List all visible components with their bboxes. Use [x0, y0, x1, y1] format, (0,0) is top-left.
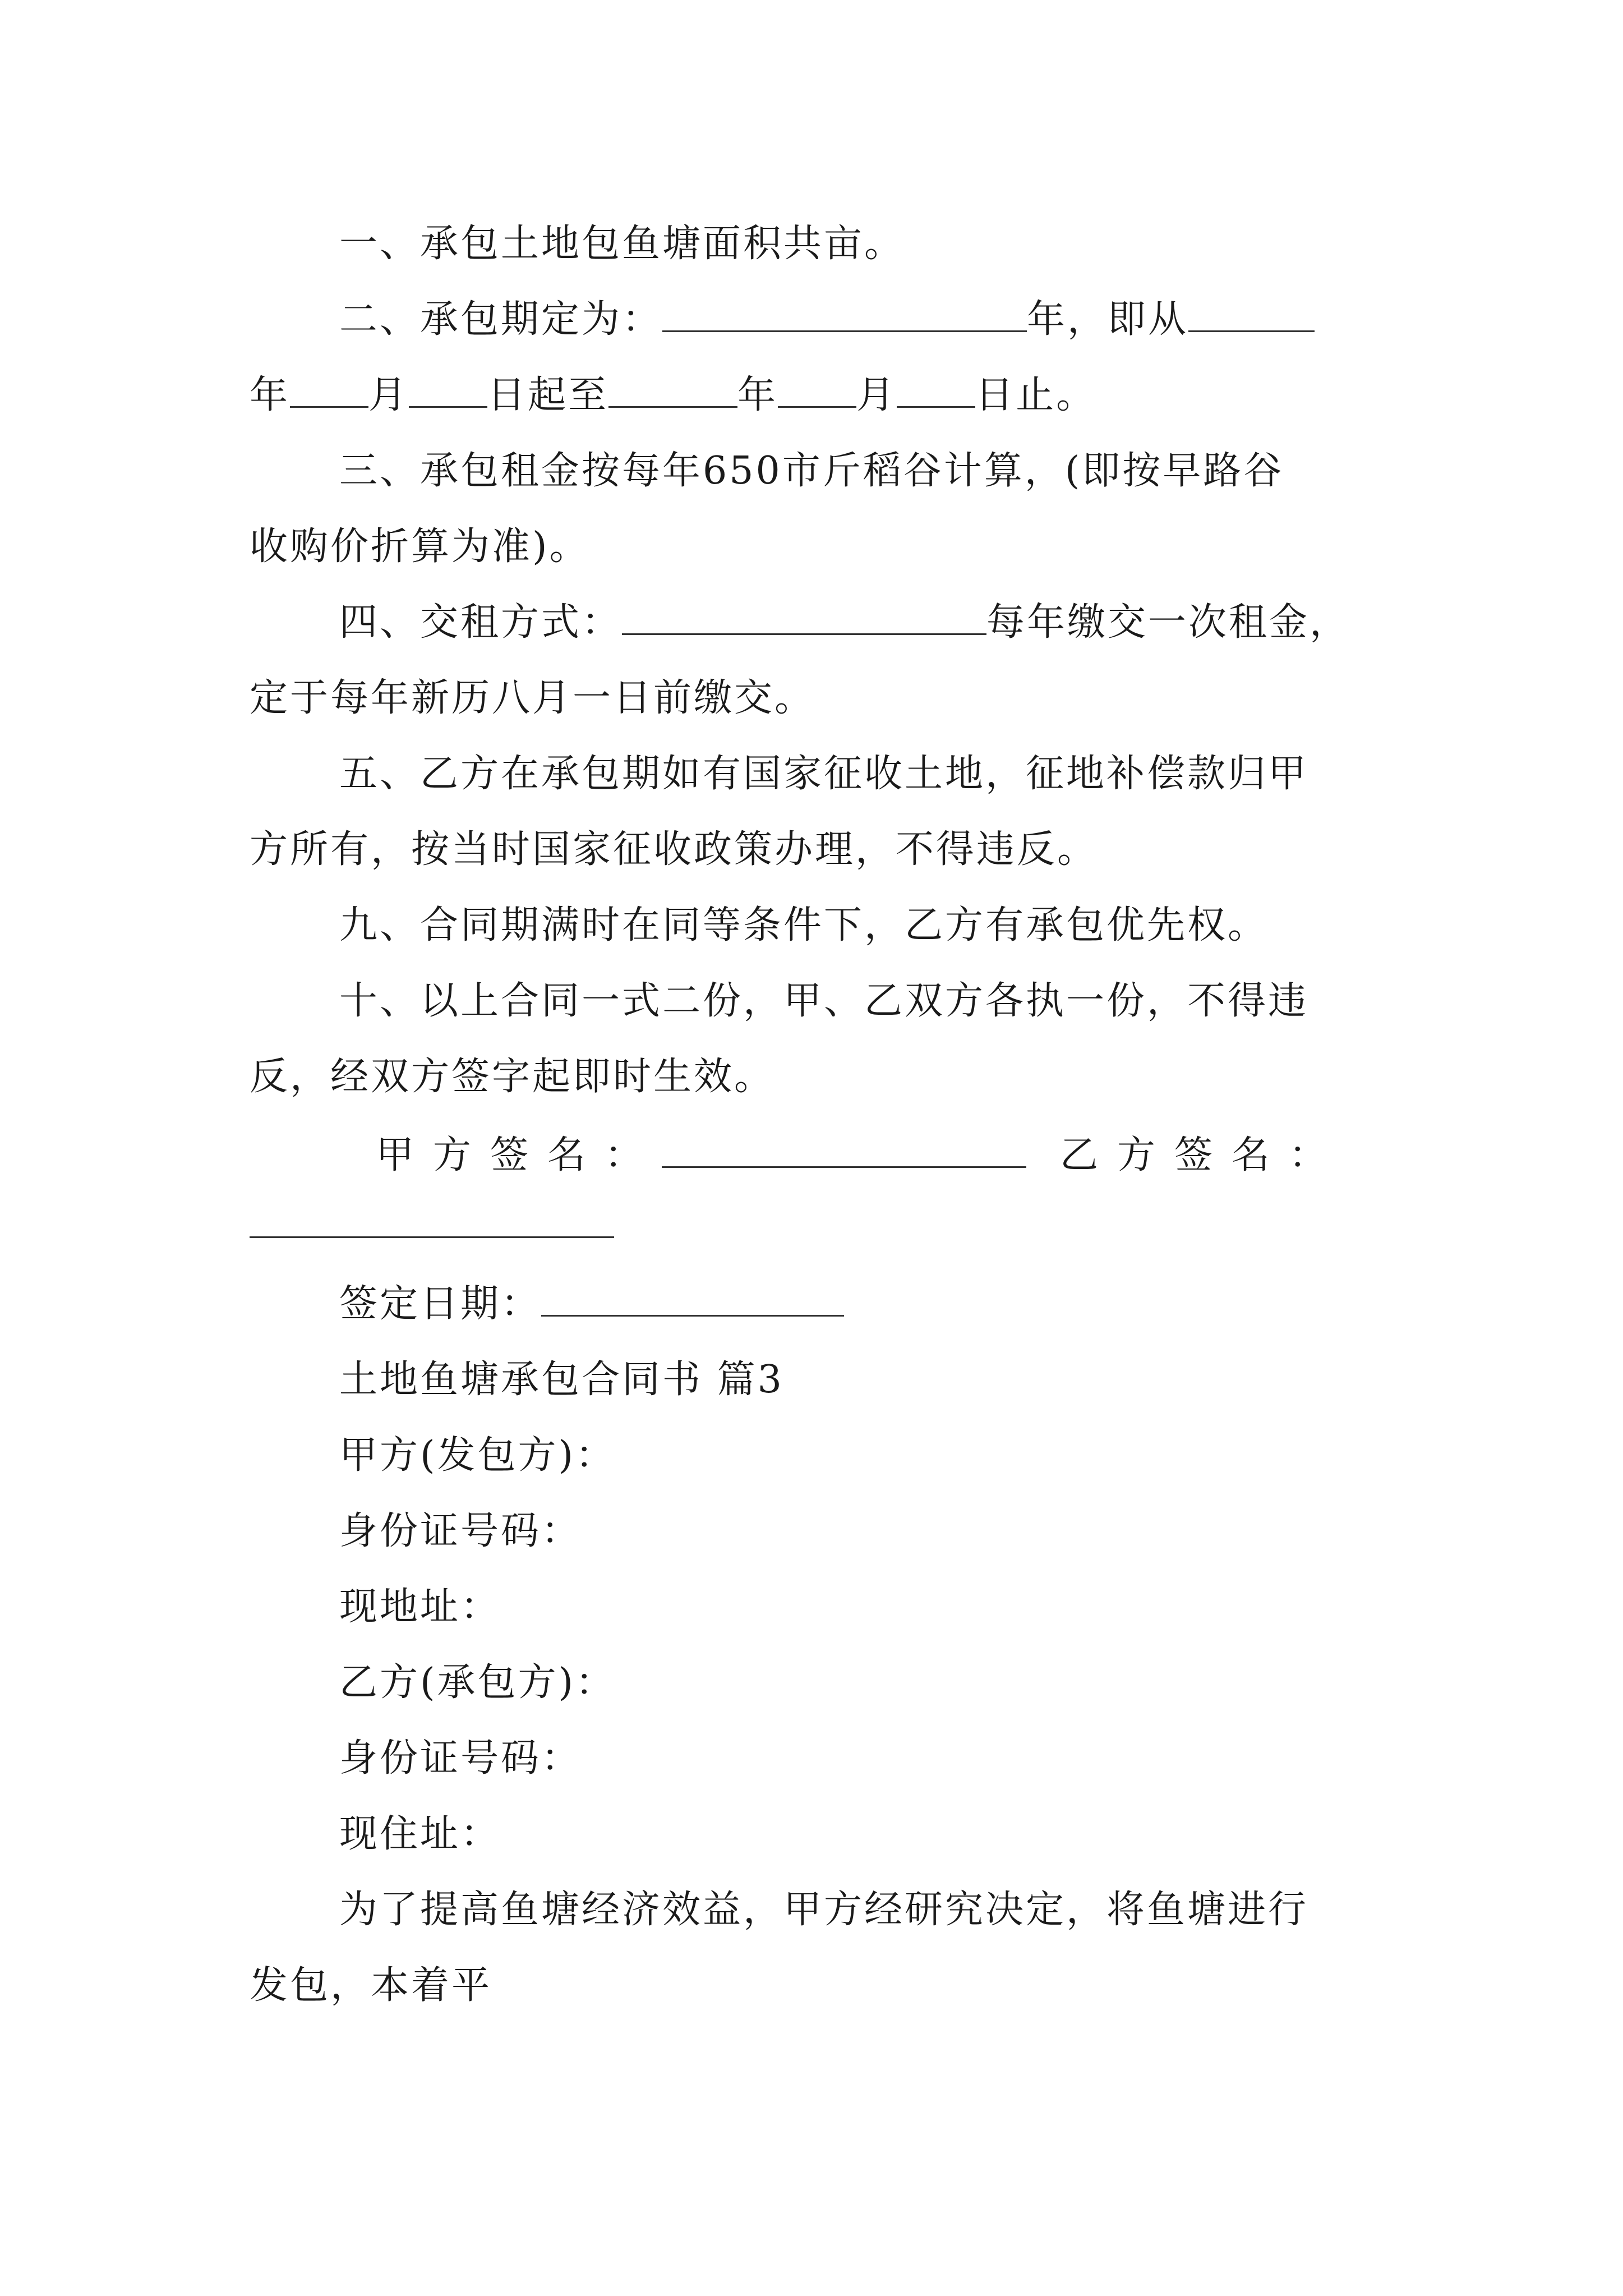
clause-10-line-2: [250, 1052, 1373, 1102]
day-label: 日起至: [487, 373, 609, 417]
party-b-signature-blank[interactable]: [250, 1204, 614, 1238]
clause-5: [250, 749, 1373, 799]
signature-line: [250, 1130, 1373, 1181]
id-b-label: 身份证号码：: [339, 1736, 582, 1780]
addr-a-label: 现地址：: [339, 1585, 501, 1629]
party-a-signature-label: 甲方签名：: [376, 1133, 662, 1177]
clause-3-line-2: [250, 522, 1373, 572]
end-month-blank[interactable]: [778, 374, 856, 408]
clause-10-text-2: 反，经双方签字起即时生效。: [250, 1055, 775, 1099]
clause-4-text-2: 定于每年新历八月一日前缴交。: [250, 676, 815, 720]
id-a-label: 身份证号码：: [339, 1509, 582, 1553]
clause-3: [250, 446, 1373, 496]
clause-4-line-2: [250, 673, 1373, 724]
clause-9: [250, 900, 1373, 951]
payment-method-blank[interactable]: [622, 601, 986, 635]
year-label: 年: [250, 373, 291, 417]
term-years-blank[interactable]: [662, 298, 1027, 332]
clause-2-text-b: 年，即从: [1027, 297, 1189, 342]
addr-b-label: 现住址：: [339, 1812, 501, 1856]
sign-date: [250, 1279, 1373, 1329]
clause-5-text-2: 方所有，按当时国家征收政策办理，不得违反。: [250, 827, 1098, 872]
sign-date-blank[interactable]: [541, 1282, 844, 1317]
intro-paragraph-line-2: [250, 1961, 1373, 2011]
intro-paragraph: [250, 1885, 1373, 1935]
addr-b-field: [250, 1809, 1373, 1860]
clause-10: [250, 976, 1373, 1027]
clause-9-text: 九、合同期满时在同等条件下，乙方有承包优先权。: [339, 903, 1269, 947]
clause-3-text-2: 收购价折算为准)。: [250, 524, 590, 569]
party-a-field: [250, 1430, 1373, 1481]
day-label-2: 日止。: [975, 373, 1097, 417]
clause-2-text: 二、承包期定为：: [339, 297, 663, 342]
month-label-2: 月: [856, 373, 897, 417]
clause-2: [250, 295, 1373, 345]
party-b-signature-label: 乙方签名：: [1060, 1133, 1347, 1177]
party-b-signature-row: [250, 1200, 1373, 1251]
start-year-blank[interactable]: [1188, 298, 1315, 332]
clause-2-line-2: [250, 370, 1373, 421]
month-label: 月: [368, 373, 409, 417]
start-month-blank[interactable]: [409, 374, 487, 408]
sign-date-label: 签定日期：: [339, 1282, 542, 1326]
party-b-label: 乙方(承包方)：: [339, 1660, 616, 1705]
intro-text-2: 发包，本着平: [250, 1963, 492, 2008]
party-a-label: 甲方(发包方)：: [339, 1433, 616, 1478]
clause-4-text: 四、交租方式：: [339, 600, 623, 645]
end-year-blank[interactable]: [608, 374, 737, 408]
party-b-field: [250, 1658, 1373, 1708]
clause-3-text: 三、承包租金按每年650市斤稻谷计算，(即按早路谷: [339, 449, 1284, 493]
clause-5-line-2: [250, 825, 1373, 875]
section-3-title-text: 土地鱼塘承包合同书 篇3: [339, 1358, 784, 1402]
intro-text: 为了提高鱼塘经济效益，甲方经研究决定，将鱼塘进行: [339, 1888, 1309, 1932]
clause-1: [250, 219, 1373, 269]
clause-4-text-b: 每年缴交一次租金，: [986, 600, 1350, 645]
start-year-blank-2[interactable]: [290, 374, 368, 408]
clause-4: [250, 597, 1373, 648]
year-label-2: 年: [737, 373, 778, 417]
id-b-field: [250, 1733, 1373, 1784]
addr-a-field: [250, 1582, 1373, 1632]
party-a-signature-blank[interactable]: [662, 1134, 1026, 1168]
clause-10-text: 十、以上合同一式二份，甲、乙双方各执一份，不得违: [339, 979, 1309, 1023]
clause-5-text: 五、乙方在承包期如有国家征收土地，征地补偿款归甲: [339, 752, 1309, 796]
end-day-blank[interactable]: [897, 374, 975, 408]
clause-1-text: 一、承包土地包鱼塘面积共亩。: [339, 222, 905, 266]
id-a-field: [250, 1506, 1373, 1557]
section-3-title: [250, 1355, 1373, 1405]
